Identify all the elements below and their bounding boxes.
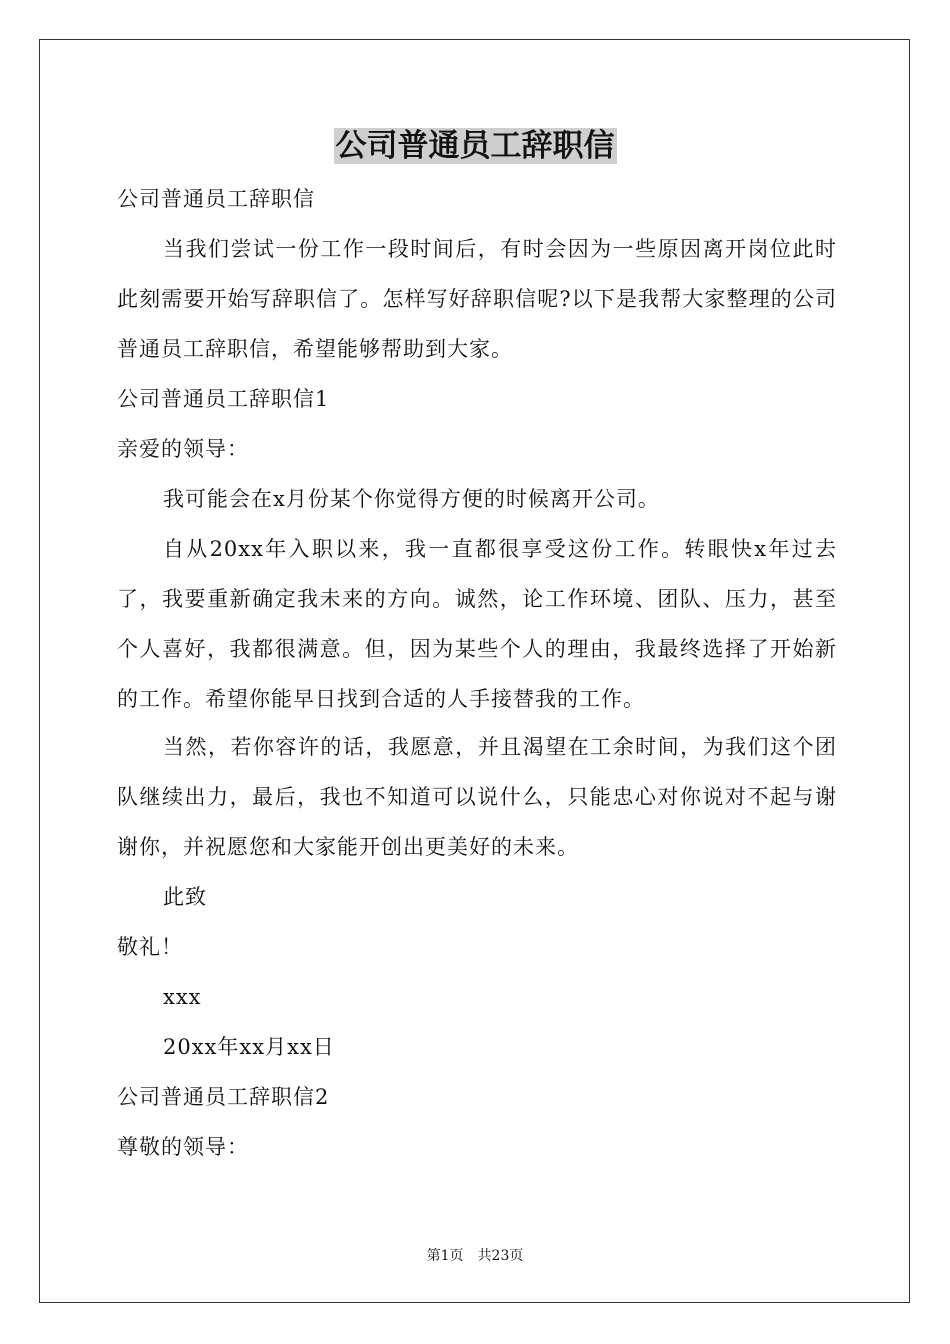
letter-1-paragraph-3: 当然，若你容许的话，我愿意，并且渴望在工余时间，为我们这个团队继续出力，最后，我也不知道可以说什么，只能忠心对你说对不起与谢谢你，并祝愿您和大家能开创出更美好的未来。 (117, 735, 837, 859)
letter-1-date: 20xx年xx月xx日 (163, 1035, 335, 1059)
letter-1-heading: 公司普通员工辞职信1 (117, 387, 330, 411)
document-title-text: 公司普通员工辞职信 (335, 128, 615, 164)
letter-2-salutation: 尊敬的领导： (117, 1135, 249, 1159)
document-title (0, 124, 950, 168)
letter-2-heading: 公司普通员工辞职信2 (117, 1085, 330, 1109)
subtitle-line: 公司普通员工辞职信 (117, 187, 315, 211)
letter-1-regards: 敬礼！ (117, 935, 183, 959)
page-footer (0, 1246, 950, 1266)
letter-1-closing: 此致 (163, 885, 207, 909)
letter-1-salutation: 亲爱的领导： (117, 437, 249, 461)
page-number: 第1页 共23页 (426, 1248, 524, 1264)
letter-1-paragraph-1: 我可能会在x月份某个你觉得方便的时候离开公司。 (163, 487, 660, 511)
intro-paragraph: 当我们尝试一份工作一段时间后，有时会因为一些原因离开岗位此时此刻需要开始写辞职信了。怎样写好辞职信呢?以下是我帮大家整理的公司普通员工辞职信，希望能够帮助到大家。 (117, 237, 837, 361)
letter-1-paragraph-2: 自从20xx年入职以来，我一直都很享受这份工作。转眼快x年过去了，我要重新确定我未来的方向。诚然，论工作环境、团队、压力，甚至个人喜好，我都很满意。但，因为某些个人的理由，我最终选择了开始新的工作。希望你能早日找到合适的人手接替我的工作。 (117, 537, 837, 711)
letter-1-signature: xxx (163, 985, 202, 1009)
